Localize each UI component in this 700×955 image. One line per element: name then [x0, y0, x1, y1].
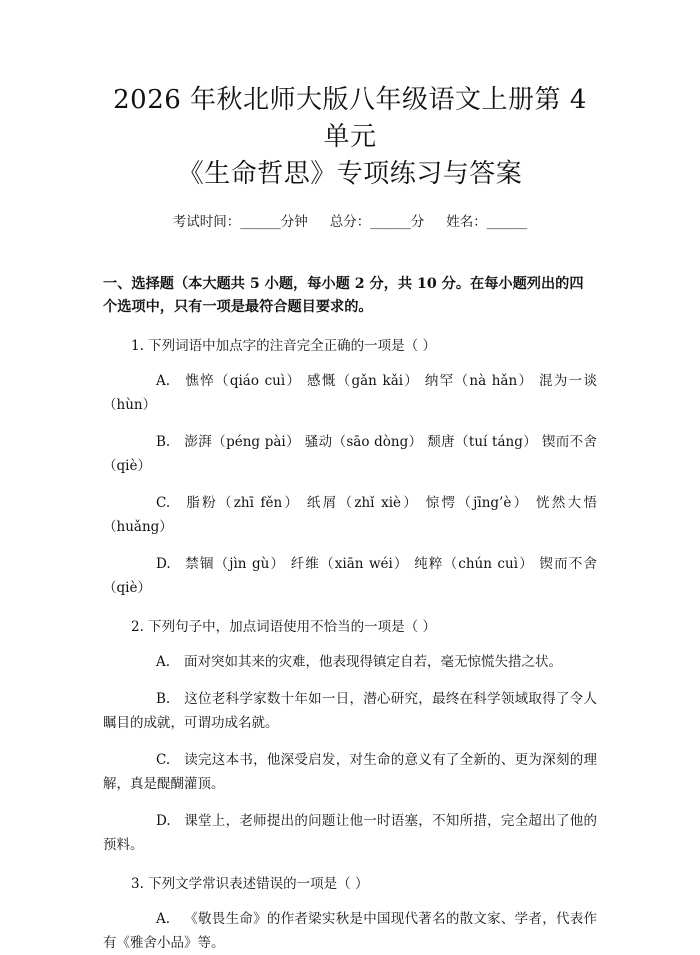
option-text: 《敬畏生命》的作者梁实秋是中国现代著名的散文家、学者，代表作有《雅舍小品》等。 — [103, 911, 597, 951]
option-letter: B. — [156, 691, 171, 707]
answer-option — [103, 491, 597, 539]
student-name-field: 姓名：______ — [446, 214, 528, 230]
option-text: 脂粉（zhī fěn） 纸屑（zhǐ xiè） 惊愕（jīng’è） 恍然大悟（huǎng） — [103, 495, 597, 535]
option-text: 禁锢（jìn gù） 纤维（xiān wéi） 纯粹（chún cuì） 锲而不舍（qiè） — [103, 556, 597, 596]
title-line-1: 2026 年秋北师大版八年级语文上册第 4 单元 — [113, 85, 587, 152]
option-letter: A. — [156, 911, 171, 927]
page-title — [103, 0, 597, 193]
section-heading: 一、选择题（本大题共 5 小题，每小题 2 分，共 10 分。在每小题列出的四个选项中，只有一项是最符合题目要求的。 — [103, 276, 584, 315]
option-letter: B. — [156, 434, 171, 450]
option-text: 憔悴（qiáo cuì） 感慨（gǎn kǎi） 纳罕（nà hǎn） 混为一谈（hùn） — [103, 373, 597, 413]
question-stem: 2. 下列句子中，加点词语使用不恰当的一项是（ ） — [131, 619, 436, 635]
option-text: 这位老科学家数十年如一日，潜心研究，最终在科学领域取得了令人瞩目的成就，可谓功成名就。 — [103, 691, 597, 731]
answer-option — [103, 907, 597, 955]
question-stem: 3. 下列文学常识表述错误的一项是（ ） — [131, 876, 369, 892]
option-text: 澎湃（péng pài） 骚动（sāo dòng） 颓唐（tuí táng） 锲而不舍（qiè） — [103, 434, 597, 474]
answer-option — [103, 369, 597, 417]
option-letter: A. — [156, 654, 171, 670]
question-stem: 1. 下列词语中加点字的注音完全正确的一项是（ ） — [131, 338, 436, 354]
answer-option — [103, 552, 597, 600]
option-letter: A. — [156, 373, 171, 389]
option-text: 读完这本书，他深受启发，对生命的意义有了全新的、更为深刻的理解，真是醍醐灌顶。 — [103, 752, 597, 792]
answer-option — [103, 650, 597, 674]
option-letter: D. — [156, 556, 171, 572]
answer-option — [103, 430, 597, 478]
exam-time-field: 考试时间：______分钟 — [172, 214, 308, 230]
option-text: 课堂上，老师提出的问题让他一时语塞，不知所措，完全超出了他的预料。 — [103, 813, 597, 853]
answer-option — [103, 809, 597, 857]
answer-option — [103, 748, 597, 796]
answer-option — [103, 687, 597, 735]
exam-meta — [103, 213, 597, 231]
option-letter: D. — [156, 813, 171, 829]
total-score-field: 总分：______分 — [329, 214, 425, 230]
title-line-2: 《生命哲思》专项练习与答案 — [177, 159, 523, 189]
option-letter: C. — [156, 495, 171, 511]
option-text: 面对突如其来的灾难，他表现得镇定自若，毫无惊慌失措之状。 — [184, 654, 562, 670]
option-letter: C. — [156, 752, 171, 768]
